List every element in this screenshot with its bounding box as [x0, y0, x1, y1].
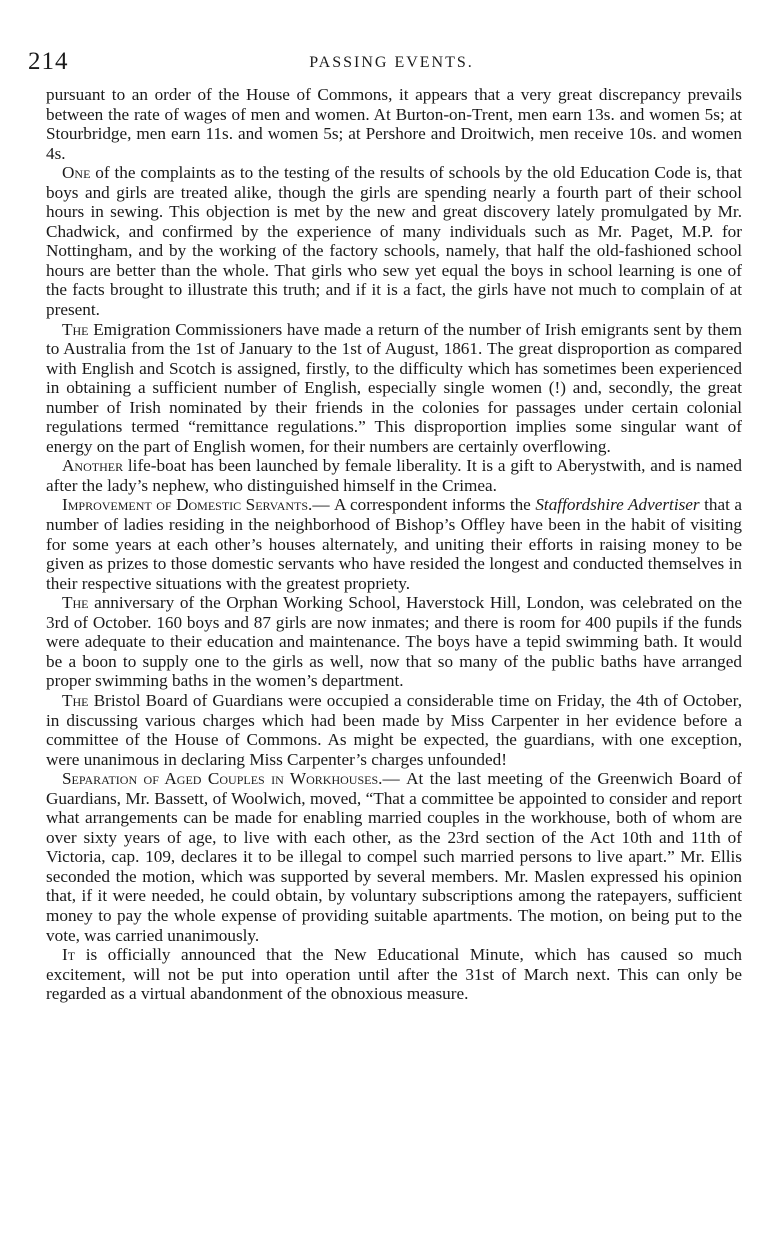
- lead-word: The: [62, 319, 89, 339]
- lead-word: The: [62, 690, 89, 710]
- page-number: 214: [28, 48, 69, 75]
- paragraph-educational-minute: [46, 945, 742, 1004]
- paragraph-orphan-school: [46, 593, 742, 691]
- paragraph-text: of the complaints as to the testing of the results of schools by the old Education Code is, that boys and girls are treated alike, though the girls are spending nearly a fourth part of their school hours in sewing. This objection is met by the new and great discovery lately promulgated by Mr. Chadwick, and confirmed by the experience of many individuals such as Mr. Paget, M.P. for Nottingham, and by the working of the factory schools, namely, that half the old-fashioned school hours are better than the whole. That girls who sew yet equal the boys in school learning is one of the facts brought to illustrate this truth; and if it is a fact, the girls have not much to complain of at present.: [46, 163, 742, 320]
- lead-word: The: [62, 593, 89, 613]
- article-body: [46, 85, 742, 1004]
- paragraph-text: Emigration Commissioners have made a return of the number of Irish emigrants sent by them to Australia from the 1st of January to the 1st of August, 1861. The great disproportion as compared with English and Scotch is assigned, firstly, to the difficulty which has sometimes been experienced in obtaining a sufficient number of English, especially single women (!) and, secondly, the great number of Irish nominated by their friends in the colonies for passages under certain colonial regulations termed “remittance regulations.” This disproportion implies some singular want of energy on the part of English women, for their numbers are certainly overflowing.: [46, 319, 742, 456]
- paragraph-bristol-board: [46, 691, 742, 769]
- newspaper-title: Staffordshire Advertiser: [535, 495, 700, 515]
- paragraph-lifeboat: [46, 456, 742, 495]
- paragraph-text: that a number of ladies residing in the neighborhood of Bishop’s Offley have been in the habit of visiting for some years at each other’s houses alternately, and uniting their efforts in raising money to be given as prizes to those domestic servants who have resided the longest and conducted themselves in their respective situations with the greatest propriety.: [46, 495, 743, 593]
- paragraph-emigration: [46, 320, 742, 457]
- lead-word: One: [62, 163, 91, 183]
- paragraph-domestic-servants: [46, 495, 742, 593]
- lead-word: It: [62, 945, 76, 965]
- paragraph-education-code: [46, 163, 742, 319]
- paragraph-text: Bristol Board of Guardians were occupied a considerable time on Friday, the 4th of October, in discussing various charges which had been made by Miss Carpenter in her evidence before a committee of the House of Commons. As might be expected, the guardians, with one exception, were unanimous in declaring Miss Carpenter’s charges unfounded!: [46, 690, 742, 769]
- running-title: PASSING EVENTS.: [309, 54, 474, 71]
- paragraph-text: pursuant to an order of the House of Commons, it appears that a very great discrepancy prevails between the rate of wages of men and women. At Burton-on-Trent, men earn 13s. and women 5s; at Stourbridge, men earn 11s. and women 5s; at Pershore and Droitwich, men receive 10s. and women 4s.: [46, 85, 742, 163]
- lead-word: Another: [62, 456, 124, 476]
- paragraph-text: A correspondent informs the: [334, 495, 531, 515]
- paragraph-aged-couples: [46, 769, 742, 945]
- paragraph-text: life-boat has been launched by female liberality. It is a gift to Aberystwith, and is named after the lady’s nephew, who distinguished himself in the Crimea.: [46, 456, 742, 495]
- page-header: [28, 48, 755, 80]
- section-heading: Separation of Aged Couples in Workhouses.—: [62, 769, 400, 789]
- paragraph-text: At the last meeting of the Greenwich Board of Guardians, Mr. Bassett, of Woolwich, moved, “That a committee be appointed to consider and report what arrangements can be made for enabling married couples in the workhouse, both of whom are over sixty years of age, to live with each other, as the 23rd section of the Act 10th and 11th of Victoria, cap. 109, declares it to be illegal to compel such married persons to live apart.” Mr. Ellis seconded the motion, which was supported by several members. Mr. Maslen expressed his opinion that, if it were needed, he could obtain, by voluntary subscriptions among the ratepayers, sufficient money to pay the whole expense of providing suitable apartments. The motion, on being put to the vote, was carried unanimously.: [46, 769, 743, 945]
- section-heading: Improvement of Domestic Servants.—: [62, 495, 330, 515]
- paragraph-text: is officially announced that the New Educational Minute, which has caused so much excitement, will not be put into operation until after the 31st of March next. This can only be regarded as a virtual abandonment of the obnoxious measure.: [46, 945, 743, 1004]
- paragraph-text: anniversary of the Orphan Working School, Haverstock Hill, London, was celebrated on the 3rd of October. 160 boys and 87 girls are now inmates; and there is room for 400 pupils if the funds were adequate to their education and maintenance. The boys have a tepid swimming bath. It would be a boon to supply one to the girls as well, now that so many of the public baths have arranged proper swimming baths in the women’s department.: [46, 593, 742, 691]
- paragraph-wages: [46, 85, 742, 163]
